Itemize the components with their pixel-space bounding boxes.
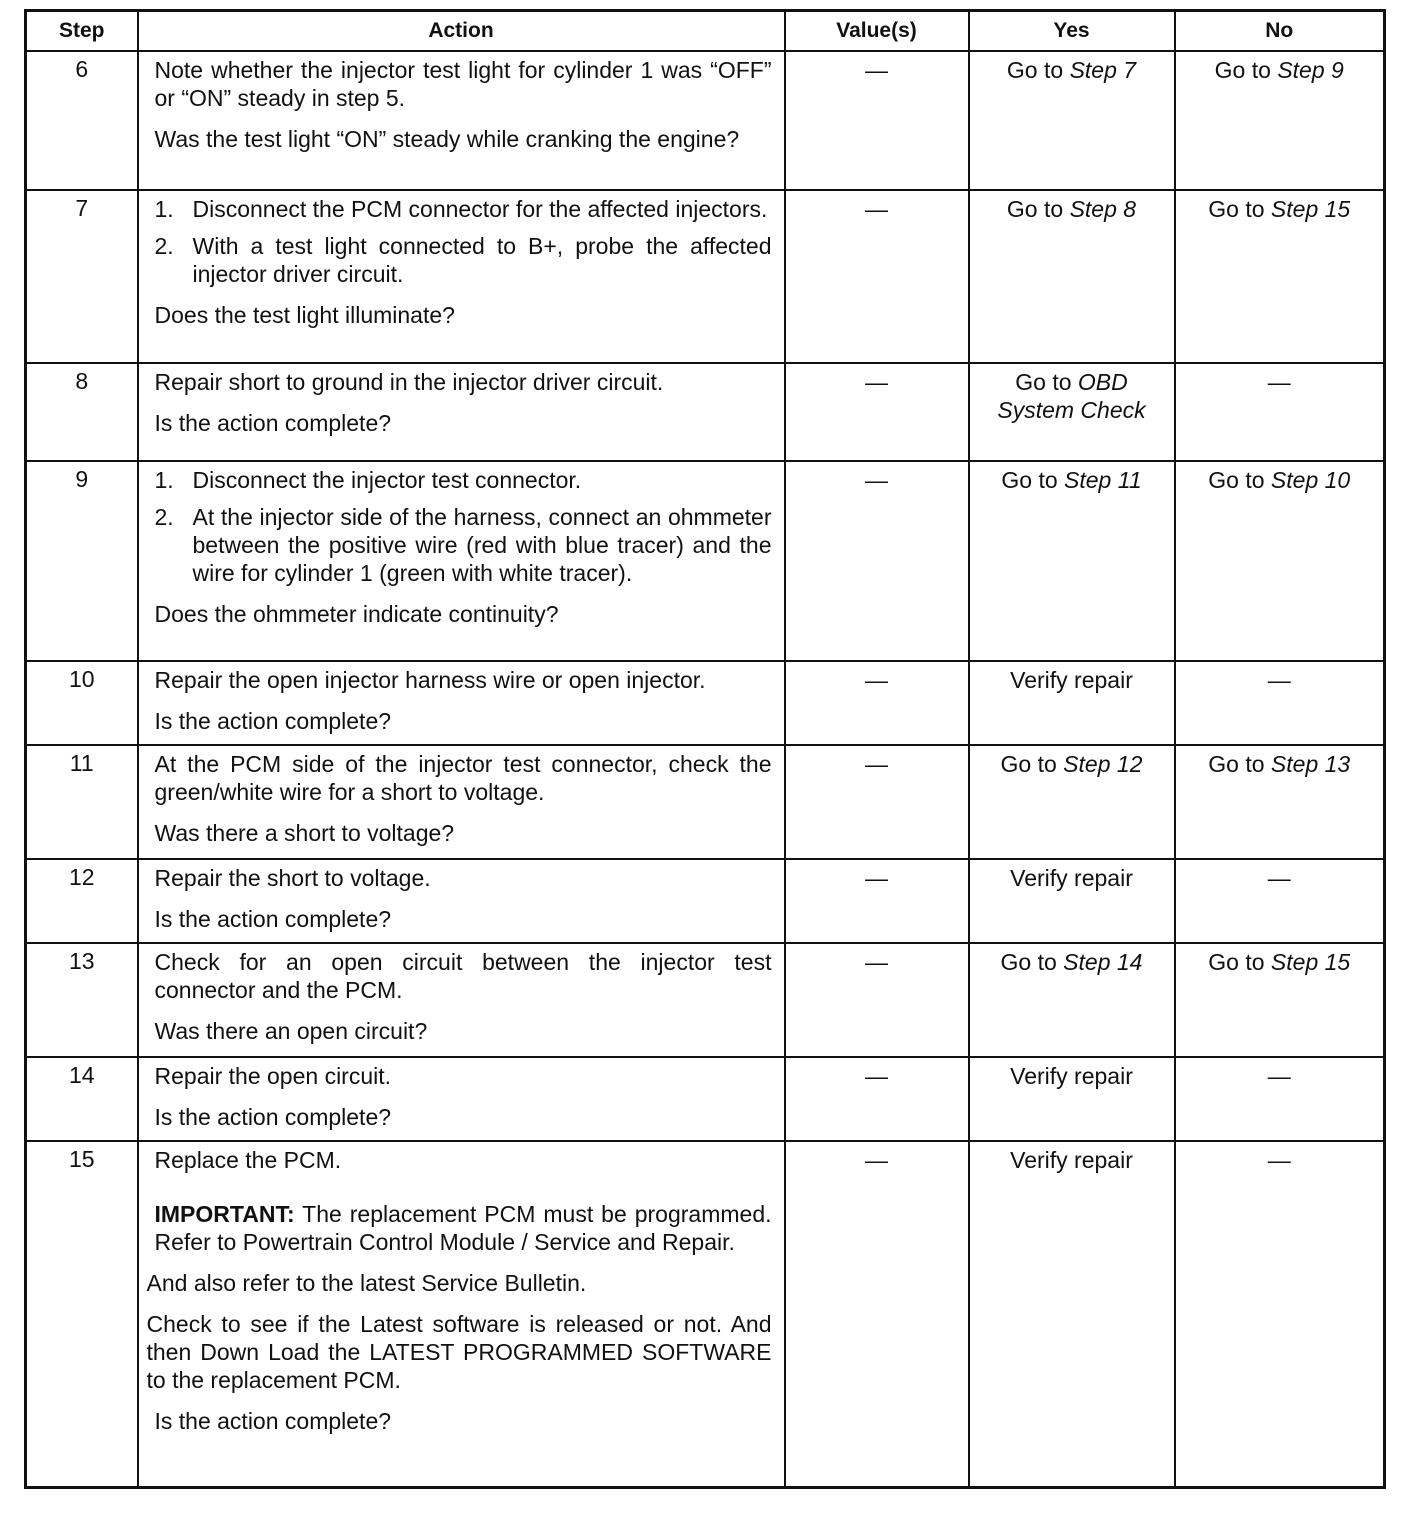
yes-cell: Go to Step 14 (969, 943, 1175, 1057)
value-cell: — (785, 363, 969, 461)
action-cell (138, 1141, 785, 1487)
action-text: Repair the open circuit. (154, 1063, 392, 1089)
table-row (26, 363, 1385, 461)
action-text: Repair the open injector harness wire or open injector. (154, 667, 706, 693)
no-prefix: Go to (1214, 57, 1278, 83)
no-cell: Go to Step 13 (1175, 745, 1385, 859)
table-row (26, 661, 1385, 745)
value-cell: — (785, 745, 969, 859)
table-row (26, 859, 1385, 943)
action-list (155, 466, 772, 587)
diagnostic-table (24, 9, 1386, 1489)
list-item: 1. Disconnect the injector test connector. (154, 467, 582, 493)
no-link[interactable]: Step 10 (1270, 467, 1351, 493)
table-row (26, 745, 1385, 859)
step-number: 14 (26, 1057, 138, 1141)
action-question: Is the action complete? (154, 1104, 392, 1130)
no-link[interactable]: Step 9 (1277, 57, 1344, 83)
action-cell (138, 190, 785, 363)
step-number: 12 (26, 859, 138, 943)
value-cell: — (785, 1141, 969, 1487)
yes-cell: Go to Step 12 (969, 745, 1175, 859)
yes-cell: Go to Step 8 (969, 190, 1175, 363)
step-number: 7 (26, 190, 138, 363)
header-values: Value(s) (785, 11, 969, 52)
no-cell: Go to Step 10 (1175, 461, 1385, 661)
no-cell: — (1175, 859, 1385, 943)
action-cell (138, 745, 785, 859)
step-number: 9 (26, 461, 138, 661)
software-note: Check to see if the Latest software is released or not. And then Down Load the LATEST PROGRAMMED SOFTWARE to the replacement PCM. (146, 1311, 772, 1393)
action-list (155, 195, 772, 288)
important-label: IMPORTANT: (154, 1201, 295, 1227)
yes-cell[interactable]: Verify repair (969, 661, 1175, 745)
no-cell: — (1175, 1141, 1385, 1487)
yes-cell: Go to Step 11 (969, 461, 1175, 661)
table-row (26, 51, 1385, 190)
action-question: Does the ohmmeter indicate continuity? (154, 601, 559, 627)
header-action: Action (138, 11, 785, 52)
action-cell (138, 1057, 785, 1141)
no-cell: — (1175, 363, 1385, 461)
table-row (26, 1057, 1385, 1141)
table-row (26, 461, 1385, 661)
step-number: 6 (26, 51, 138, 190)
action-text: Replace the PCM. (154, 1147, 342, 1173)
no-cell: — (1175, 1057, 1385, 1141)
action-cell (138, 661, 785, 745)
value-cell: — (785, 190, 969, 363)
value-cell: — (785, 943, 969, 1057)
value-cell: — (785, 1057, 969, 1141)
yes-link[interactable]: Step 12 (1063, 751, 1143, 777)
action-text: Repair short to ground in the injector driver circuit. (154, 369, 664, 395)
yes-cell (969, 51, 1175, 190)
step-number: 8 (26, 363, 138, 461)
yes-cell[interactable]: Verify repair (969, 859, 1175, 943)
action-text: At the PCM side of the injector test connector, check the green/white wire for a short to voltage. (154, 751, 772, 805)
yes-link[interactable]: OBD System Check (997, 369, 1146, 423)
value-cell: — (785, 661, 969, 745)
action-question: Does the test light illuminate? (154, 302, 455, 328)
yes-link[interactable]: Step 14 (1063, 949, 1143, 975)
no-link[interactable]: Step 15 (1270, 196, 1351, 222)
action-cell (138, 363, 785, 461)
list-item: 1. Disconnect the PCM connector for the affected injectors. (154, 196, 768, 222)
table-row (26, 943, 1385, 1057)
list-item: 2. At the injector side of the harness, connect an ohmmeter between the positive wire (red with blue tracer) and the wire for cylinder 1 (green with white tracer). (154, 504, 772, 586)
step-number: 10 (26, 661, 138, 745)
action-question: Was there an open circuit? (154, 1018, 428, 1044)
action-question: Is the action complete? (154, 1408, 392, 1434)
no-link[interactable]: Step 15 (1270, 949, 1351, 975)
service-bulletin-note: And also refer to the latest Service Bulletin. (146, 1270, 587, 1296)
value-cell: — (785, 859, 969, 943)
action-text: Check for an open circuit between the injector test connector and the PCM. (154, 949, 772, 1003)
yes-cell[interactable]: Verify repair (969, 1057, 1175, 1141)
yes-link[interactable]: Step 8 (1069, 196, 1137, 222)
action-question: Was the test light “ON” steady while cranking the engine? (154, 126, 740, 152)
action-text: Note whether the injector test light for cylinder 1 was “OFF” or “ON” steady in step 5. (154, 57, 772, 111)
important-note (155, 1200, 772, 1256)
action-cell (138, 461, 785, 661)
step-number: 13 (26, 943, 138, 1057)
no-cell (1175, 51, 1385, 190)
yes-link[interactable]: Step 7 (1069, 57, 1137, 83)
yes-link[interactable]: Step 11 (1064, 467, 1142, 493)
list-item: 2. With a test light connected to B+, probe the affected injector driver circuit. (154, 233, 772, 287)
action-cell (138, 859, 785, 943)
table-row (26, 1141, 1385, 1487)
header-no: No (1175, 11, 1385, 52)
value-cell: — (785, 461, 969, 661)
header-yes: Yes (969, 11, 1175, 52)
important-text: The replacement PCM must be programmed. Refer to Powertrain Control Module / Service and Repair. (154, 1201, 772, 1255)
action-question: Is the action complete? (154, 410, 392, 436)
yes-cell[interactable]: Verify repair (969, 1141, 1175, 1487)
step-number: 11 (26, 745, 138, 859)
action-question: Is the action complete? (154, 906, 392, 932)
table-row (26, 190, 1385, 363)
step-number: 15 (26, 1141, 138, 1487)
yes-prefix: Go to (1006, 57, 1070, 83)
no-link[interactable]: Step 13 (1270, 751, 1351, 777)
value-cell: — (785, 51, 969, 190)
action-cell (138, 943, 785, 1057)
yes-cell: Go to OBD System Check (969, 363, 1175, 461)
no-cell: Go to Step 15 (1175, 190, 1385, 363)
action-question: Is the action complete? (154, 708, 392, 734)
action-text: Repair the short to voltage. (154, 865, 431, 891)
header-row (26, 11, 1385, 52)
header-step: Step (26, 11, 138, 52)
no-cell: Go to Step 15 (1175, 943, 1385, 1057)
action-cell (138, 51, 785, 190)
action-question: Was there a short to voltage? (154, 820, 455, 846)
no-cell: — (1175, 661, 1385, 745)
